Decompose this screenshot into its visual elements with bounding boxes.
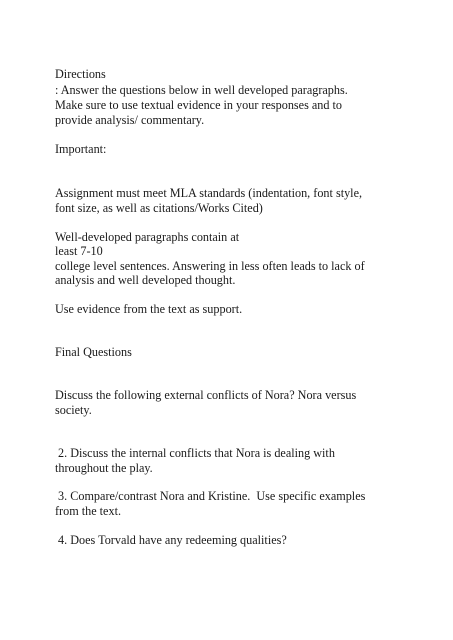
important-heading: Important: bbox=[55, 142, 107, 156]
paragraph-req-line-1: Well-developed paragraphs contain at bbox=[55, 230, 240, 244]
question-4-line-1: 4. Does Torvald have any redeeming qualities? bbox=[55, 533, 287, 547]
final-questions-heading: Final Questions bbox=[55, 345, 132, 359]
question-1-line-2: society. bbox=[55, 403, 92, 417]
paragraph-req-line-3: college level sentences. Answering in less often leads to lack of bbox=[55, 259, 365, 273]
mla-line-1: Assignment must meet MLA standards (indentation, font style, bbox=[55, 186, 363, 200]
question-3-line-2: from the text. bbox=[55, 504, 121, 518]
paragraph-req-line-4: analysis and well developed thought. bbox=[55, 273, 236, 287]
directions-line-2: Make sure to use textual evidence in your responses and to bbox=[55, 98, 343, 112]
directions-heading: Directions bbox=[55, 67, 106, 81]
directions-line-1: : Answer the questions below in well developed paragraphs. bbox=[55, 83, 348, 97]
evidence-line: Use evidence from the text as support. bbox=[55, 302, 243, 316]
question-3-line-1: 3. Compare/contrast Nora and Kristine. Use specific examples bbox=[55, 489, 366, 503]
directions-line-3: provide analysis/ commentary. bbox=[55, 113, 205, 127]
question-1-line-1: Discuss the following external conflicts of Nora? Nora versus bbox=[55, 388, 357, 402]
paragraph-req-line-2: least 7-10 bbox=[55, 244, 103, 258]
question-2-line-1: 2. Discuss the internal conflicts that Nora is dealing with bbox=[55, 446, 335, 460]
mla-line-2: font size, as well as citations/Works Cited) bbox=[55, 201, 263, 215]
question-2-line-2: throughout the play. bbox=[55, 461, 153, 475]
